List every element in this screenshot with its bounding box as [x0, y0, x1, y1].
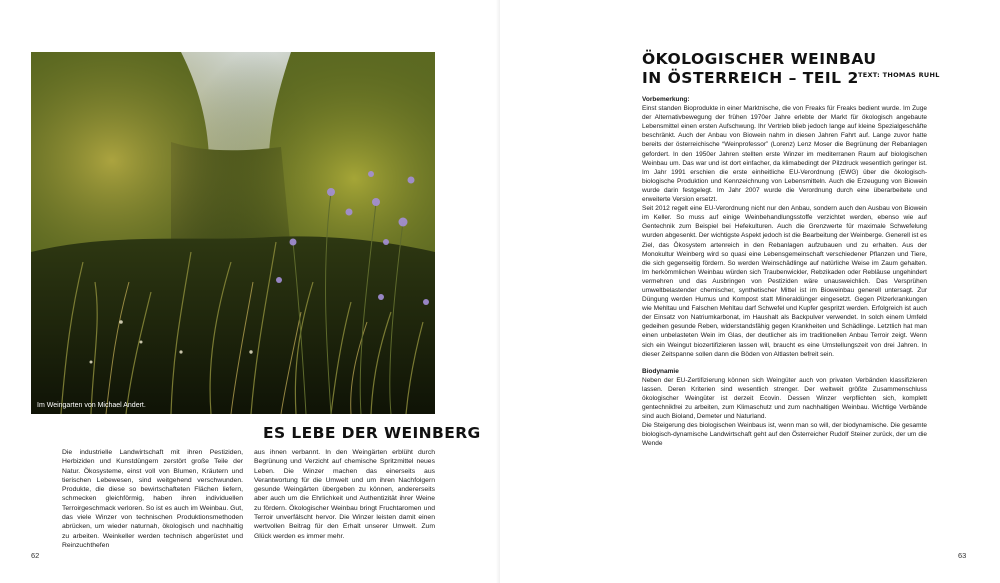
page-number-right: 63 — [958, 551, 967, 560]
paragraph: Seit 2012 regelt eine EU-Verordnung nicht nur den Anbau, sondern auch den Ausbau von Biowein im Keller. So muss auf einige Weinbehandlungsstoffe verzichtet werden, ebenso wie auf Gentechnik zum Beispiel bei Hefekulturen. Auch die Grenzwerte für maximale Schwefelung wurden abgesenkt. Der wichtigste Aspekt jedoch ist die Bearbeitung der Weinberge. Generell ist es Ziel, das Ökosystem artenreich in den Rebanlagen aufzubauen und zu erhalten. Aus der Monokultur Weinberg wird so quasi eine Lebensgemeinschaft verschiedener Pflanzen und Tiere, die sich gegenseitig fördern. So werden Weinschädlinge auf natürliche Weise im Zaum gehalten. Im herkömmlichen Weinbau würden sich Traubenwickler, Rebzikaden oder Rebläuse ungehindert vermehren und das Ausbringen von Pestiziden wäre unausweichlich. Das Versprühen umweltbelastender chemischer, synthetischer Mittel ist im Bioweinbau generell untersagt. Zur Düngung werden Humus und Kompost statt Mineraldünger eingesetzt. Gegen Pilzerkrankungen wie Mehltau und Falschen Mehltau darf Schwefel und Kupfer gespritzt werden. Erfolgreich ist auch der Einsatz von Natriumkarbonat, im Haushalt als Backpulver verwendet. In solch einem Umfeld gedeihen gesunde Reben, widerstandsfähig gegen Krankheiten und Schädlinge. Letztlich hat man einen unbelasteten Wein im Glas, der deutlicher als im traditionellen Anbau Terroir zeigt. Wenn sich ein Weingut biozertifizieren lassen will, braucht es eine Umstellungszeit von drei Jahren. In dieser Zeitspanne sollen dann die Böden von Altlasten befreit sein. — [642, 205, 927, 358]
right-headline — [642, 50, 876, 88]
paragraph: Neben der EU-Zertifizierung können sich Weingüter auch von privaten Verbänden klassifizieren lassen. Deren Kriterien sind wesentlich strenger. Der weltweit größte Zusammenschluss ökologischer Weingüter ist derzeit Ecovin. Dessen Winzer verpflichten sich, komplett gentechnikfrei zu arbeiten, zum Klimaschutz und zum nachhaltigen Weinbau. Wichtige Verbände sind auch Bioland, Demeter und Naturland. — [642, 376, 927, 421]
left-column-2: aus ihnen verbannt. In den Weingärten erblüht durch Begrünung und Verzicht auf chemische Spritzmittel neues Leben. Die Winzer machen das einerseits aus Verantwortung für die Umwelt und um ihren Nachfolgern gesunde Weingärten übergeben zu können, andererseits aber auch um die Ehrlichkeit und Authentizität ihrer Weine zu fördern. Ökologischer Weinbau bringt Fruchtaromen und Terroir unverfälscht hervor. Die Winzer leisten damit einen wertvollen Beitrag für den Erhalt unserer Umwelt. Zum Glück werden es immer mehr. — [254, 449, 435, 540]
photo-caption: Im Weingarten von Michael Andert. — [37, 402, 146, 409]
left-article-columns — [62, 448, 436, 550]
section-heading-biodynamie: Biodynamie — [642, 367, 679, 375]
right-headline-line2: IN ÖSTERREICH – TEIL 2 — [642, 69, 859, 87]
left-headline: ES LEBE DER WEINBERG — [263, 424, 481, 442]
page-number-left: 62 — [31, 551, 40, 560]
section-heading-vorbemerkung: Vorbemerkung: — [642, 96, 690, 103]
right-article-column — [642, 95, 927, 449]
right-headline-line1: ÖKOLOGISCHER WEINBAU — [642, 50, 877, 68]
author-credit: TEXT: THOMAS RUHL — [858, 71, 940, 79]
vineyard-illustration — [31, 52, 435, 414]
paragraph: Einst standen Bioprodukte in einer Marktnische, die von Freaks für Freaks bedient wurde. Im Zuge der Alternativbewegung der frühen 1970er Jahre erlebte der Markt für ökologisch angebaute Lebensmittel einen ersten Aufschwung. Ihr Vertrieb blieb jedoch lange auf kleine Spezialgeschäfte beschränkt. Auch der Anbau von Biowein nahm in diesen Jahren Fahrt auf. Lange zuvor hatte bereits der österreichische “Weinprofessor” (Lorenz) Lenz Moser die Begrünung der Rebanlagen gefordert. In den 1950er Jahren stellten erste Winzer im mediterranen Raum auf biologischen Weinbau um. Das war und ist dort einfacher, da klimabedingt der Pilzdruck wesentlich geringer ist. Im Jahr 1991 erschien die erste einheitliche EU-Verordnung (EWG) über die ökologisch-biologische Produktion und Kennzeichnung von Lebensmitteln. Auch die Erzeugung von Biowein wurde darin festgelegt. Im Jahr 2007 wurde die Verordnung durch eine überarbeitete und erweiterte Version ersetzt. — [642, 105, 927, 204]
left-column-1: Die industrielle Landwirtschaft mit ihren Pestiziden, Herbiziden und Kunstdüngern zerstört große Teile der Natur. Ökosysteme, einst voll von Blumen, Kräutern und tierischen Lebewesen, sind weitgehend verschwunden. Produkte, die diese so bewirtschafteten Flächen liefern, schmecken gleichförmig, haben ihren individuellen Terroirgeschmack verloren. So ist es auch im Weinbau. Gut, das viele Winzer von technischen Produktionsmethoden abrücken, um wieder naturnah, ökologisch und nachhaltig zu arbeiten. Weinkeller werden technisch abgerüstet und Reinzuchthefen — [62, 449, 243, 549]
vineyard-photo — [31, 52, 435, 414]
paragraph: Die Steigerung des biologischen Weinbaus ist, wenn man so will, der biodynamische. Die gesamte biologisch-dynamische Landwirtschaft geht auf den Österreicher Rudolf Steiner zurück, der um die Wende — [642, 422, 927, 448]
